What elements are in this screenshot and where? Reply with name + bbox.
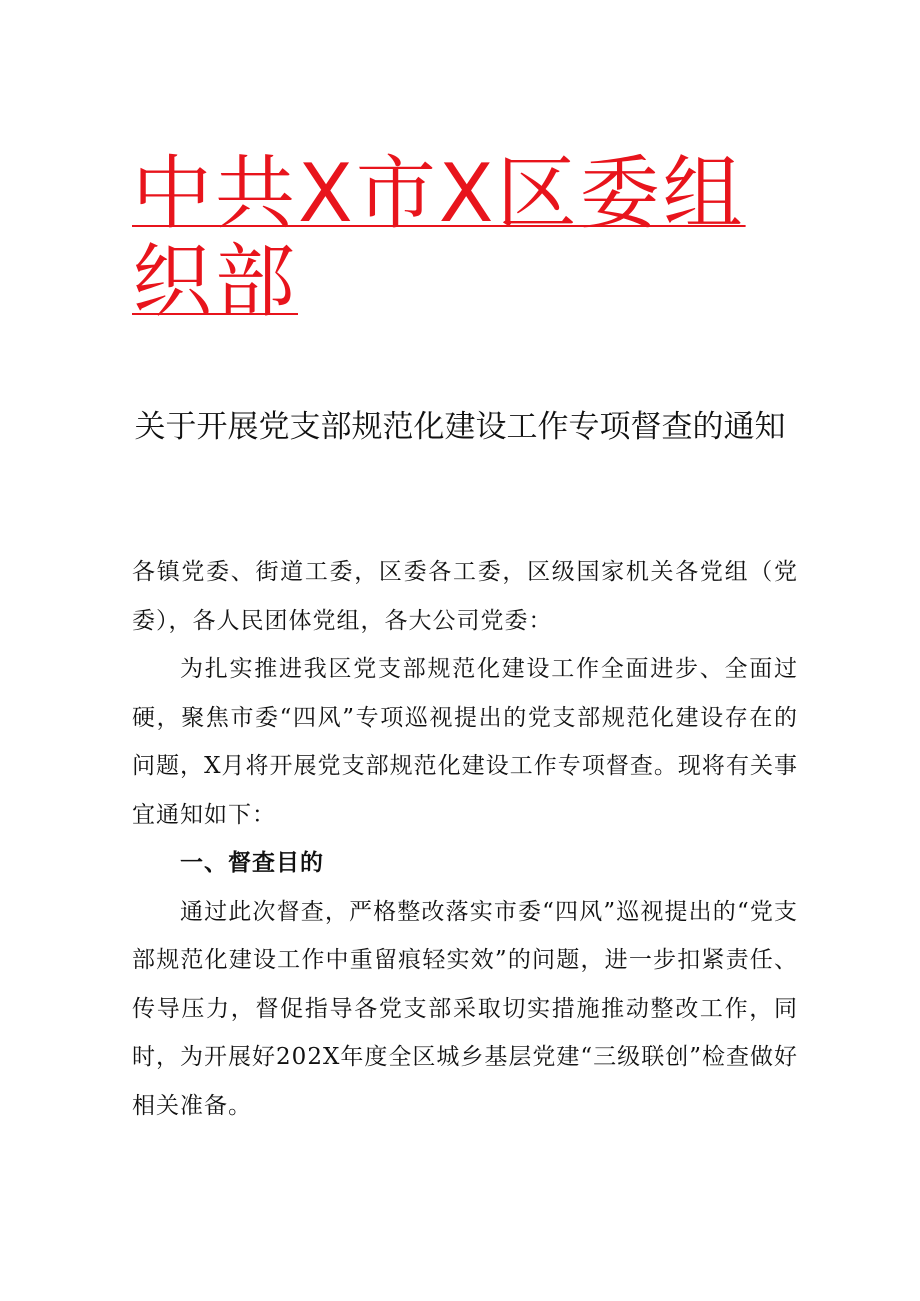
document-title: 关于开展党支部规范化建设工作专项督查的通知 bbox=[134, 409, 786, 445]
letterhead-org-name: 中共X市X区委组织部 bbox=[132, 147, 746, 328]
section-heading-1: 一、督查目的 bbox=[180, 850, 324, 876]
addressee-line: 各镇党委、街道工委，区委各工委，区级国家机关各党组（党委），各人民团体党组，各大公司党委： bbox=[132, 559, 798, 634]
document-body bbox=[132, 548, 798, 1130]
intro-paragraph: 为扎实推进我区党支部规范化建设工作全面进步、全面过硬，聚焦市委“四风”专项巡视提出的党支部规范化建设存在的问题，X月将开展党支部规范化建设工作专项督查。现将有关事宜通知如下： bbox=[132, 656, 798, 828]
section-paragraph-1: 通过此次督查，严格整改落实市委“四风”巡视提出的“党支部规范化建设工作中重留痕轻实效”的问题，进一步扣紧责任、传导压力，督促指导各党支部采取切实措施推动整改工作，同时，为开展好202X年度全区城乡基层党建“三级联创”检查做好相关准备。 bbox=[132, 898, 798, 1119]
